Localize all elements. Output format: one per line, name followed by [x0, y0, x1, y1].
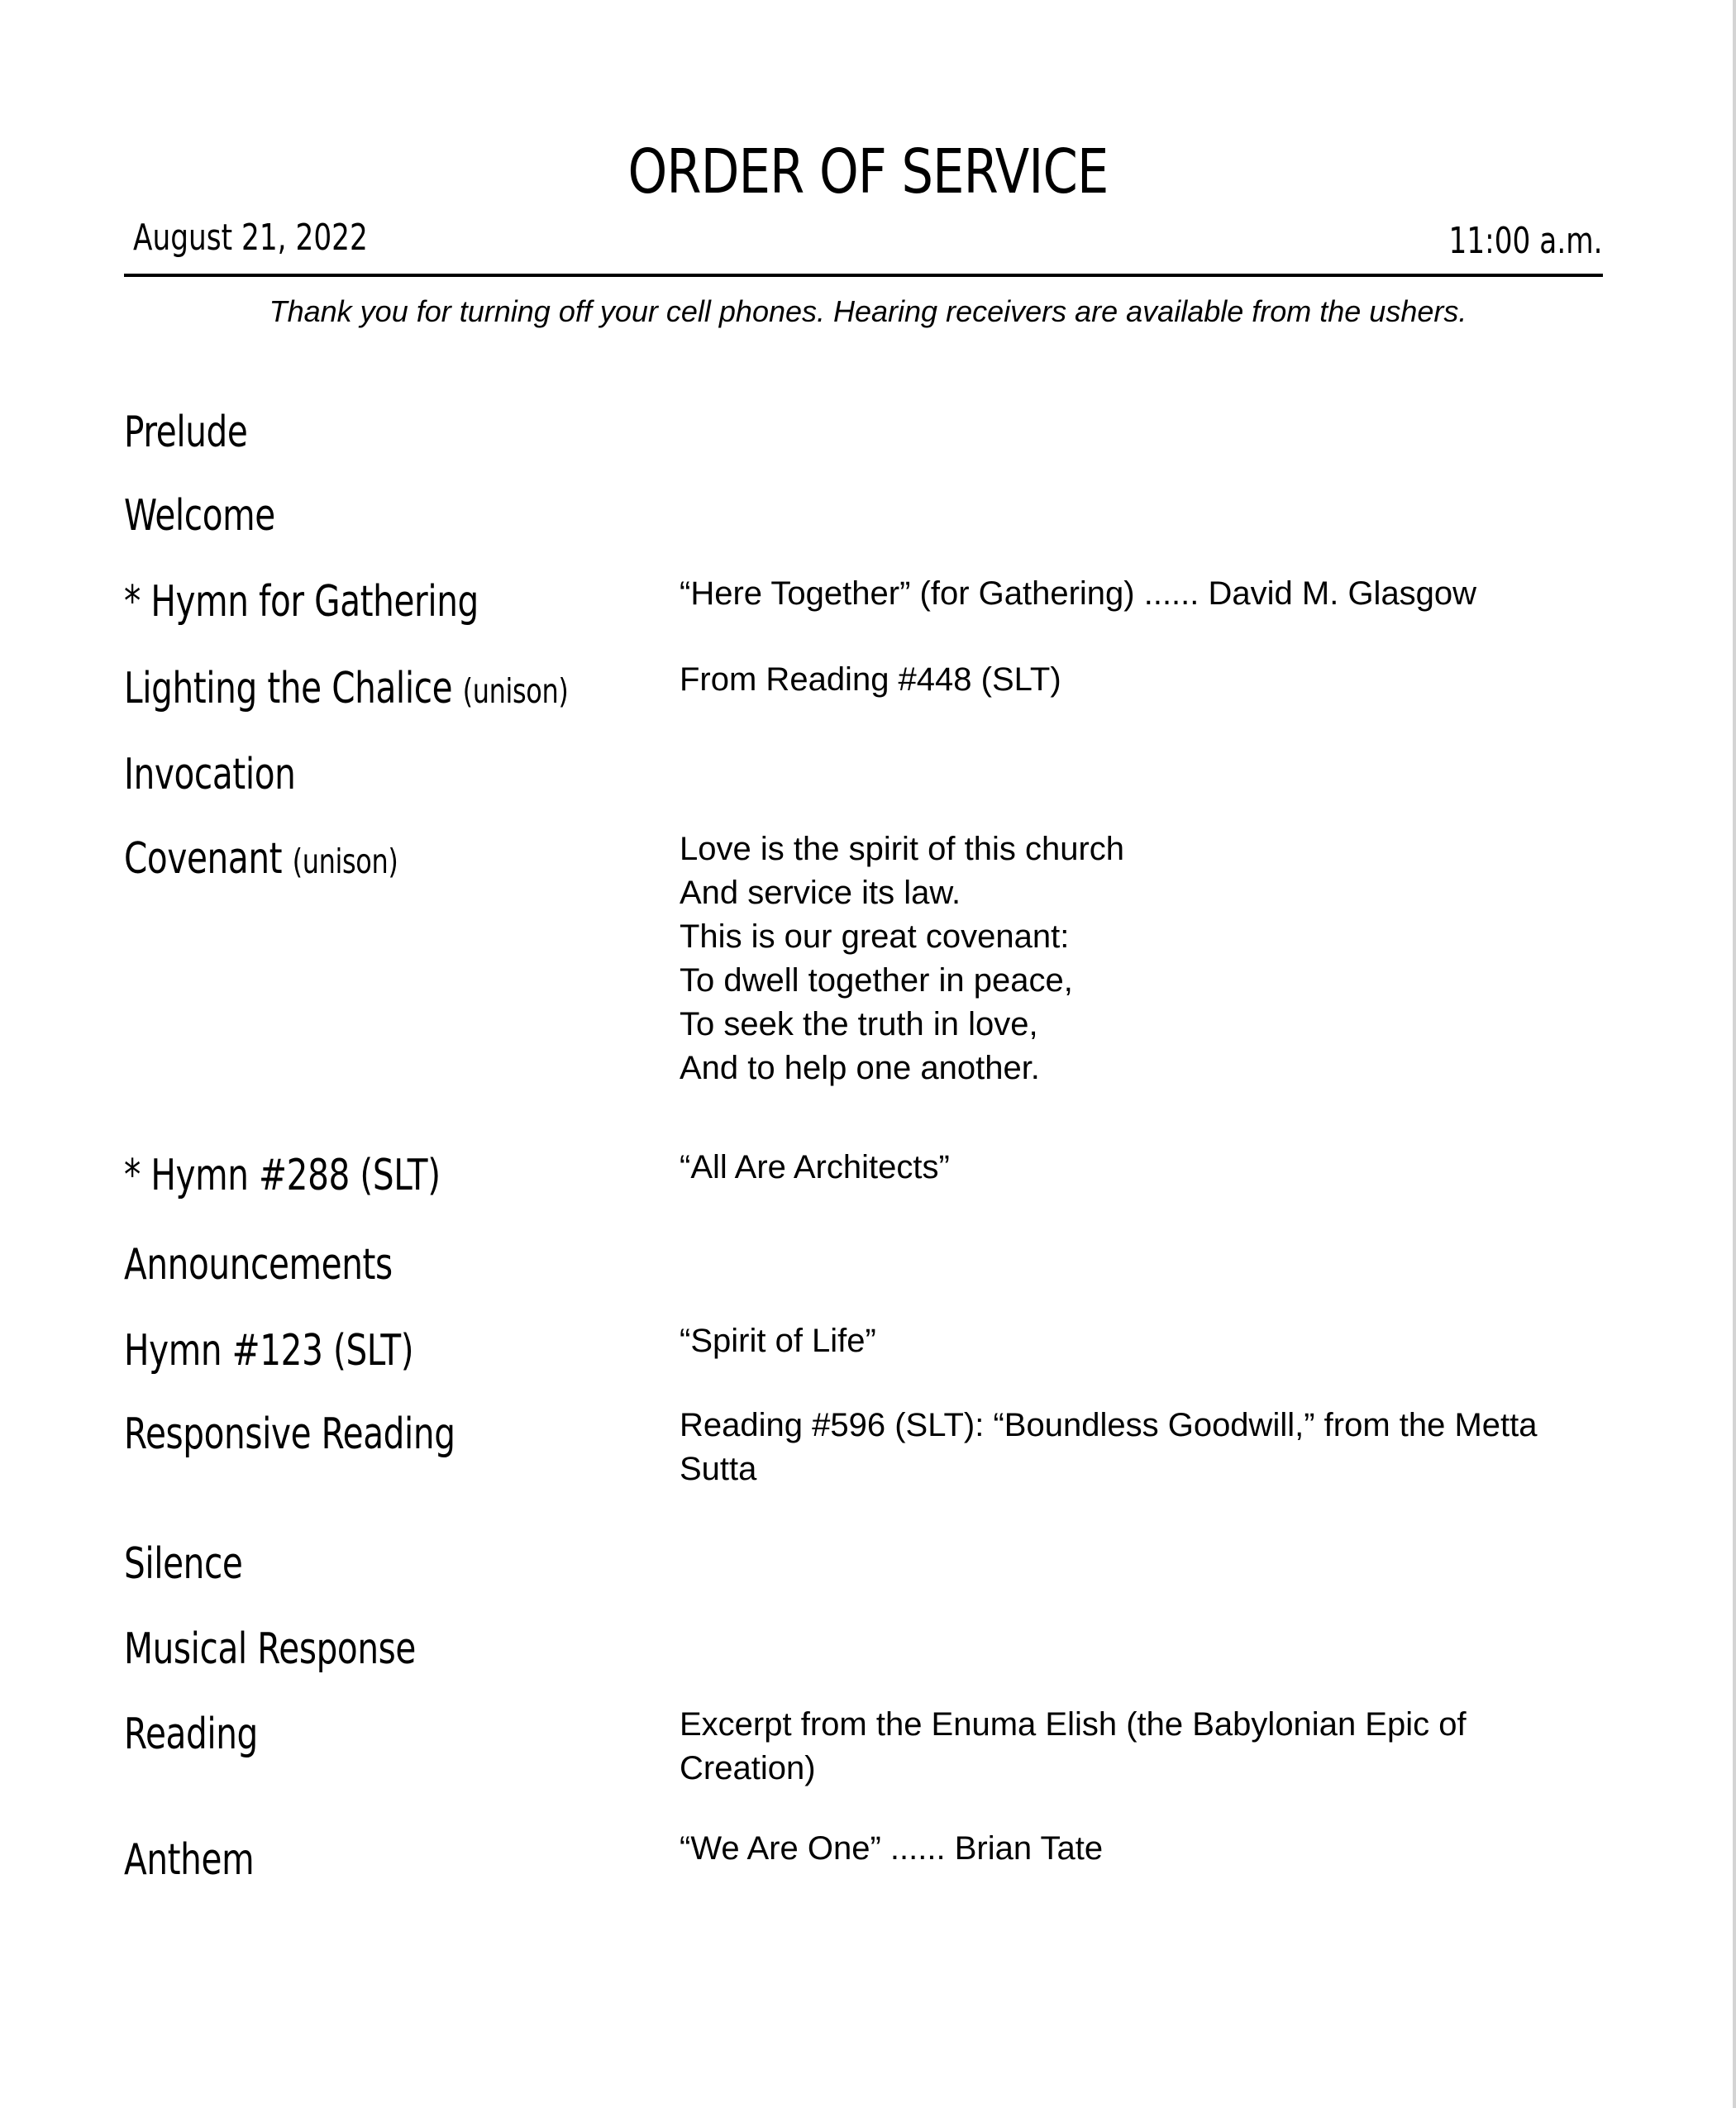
item-gathering-hymn-label: * Hymn for Gathering	[124, 577, 479, 627]
covenant-line: And to help one another.	[680, 1050, 1040, 1086]
chalice-label-text: Lighting the Chalice	[124, 664, 453, 713]
item-reading-detail	[680, 1703, 1622, 1791]
item-gathering-hymn-detail: “Here Together” (for Gathering) ...... David M. Glasgow	[680, 575, 1477, 612]
chalice-unison-note: (unison)	[462, 671, 569, 711]
item-anthem-label: Anthem	[124, 1835, 255, 1885]
covenant-line: And service its law.	[680, 875, 961, 911]
item-musical-response-label: Musical Response	[124, 1624, 416, 1674]
phone-notice: Thank you for turning off your cell phones. Hearing receivers are available from the ushers.	[269, 294, 1467, 328]
item-hymn-288-label: * Hymn #288 (SLT)	[124, 1151, 441, 1200]
detail-line: Creation)	[680, 1750, 816, 1786]
covenant-label-text: Covenant	[124, 834, 283, 884]
item-prelude-label: Prelude	[124, 408, 248, 457]
item-hymn-123-detail: “Spirit of Life”	[680, 1323, 876, 1359]
item-responsive-reading-detail	[680, 1404, 1622, 1491]
covenant-line: This is our great covenant:	[680, 918, 1070, 955]
item-chalice-detail: From Reading #448 (SLT)	[680, 661, 1061, 698]
item-covenant-label	[124, 834, 398, 884]
item-anthem-detail: “We Are One” ...... Brian Tate	[680, 1830, 1104, 1867]
covenant-line: To dwell together in peace,	[680, 962, 1073, 999]
item-welcome-label: Welcome	[124, 491, 275, 541]
item-hymn-288-detail: “All Are Architects”	[680, 1149, 950, 1185]
item-silence-label: Silence	[124, 1539, 243, 1589]
covenant-text	[680, 827, 1622, 1090]
detail-line: Reading #596 (SLT): “Boundless Goodwill,” from the Metta	[680, 1407, 1538, 1443]
item-reading-label: Reading	[124, 1710, 258, 1759]
item-invocation-label: Invocation	[124, 750, 296, 799]
covenant-unison-note: (unison)	[292, 842, 398, 881]
detail-line: Sutta	[680, 1451, 757, 1487]
item-hymn-123-label: Hymn #123 (SLT)	[124, 1326, 414, 1376]
service-date: August 21, 2022	[133, 217, 368, 259]
covenant-line: Love is the spirit of this church	[680, 831, 1125, 867]
service-time: 11:00 a.m.	[1448, 220, 1603, 262]
item-responsive-reading-label: Responsive Reading	[124, 1409, 455, 1459]
item-announcements-label: Announcements	[124, 1240, 393, 1290]
header-rule	[124, 274, 1603, 277]
covenant-line: To seek the truth in love,	[680, 1006, 1038, 1042]
detail-line: Excerpt from the Enuma Elish (the Babylonian Epic of	[680, 1706, 1467, 1743]
page-title: ORDER OF SERVICE	[627, 136, 1109, 207]
item-chalice-label	[124, 664, 568, 713]
